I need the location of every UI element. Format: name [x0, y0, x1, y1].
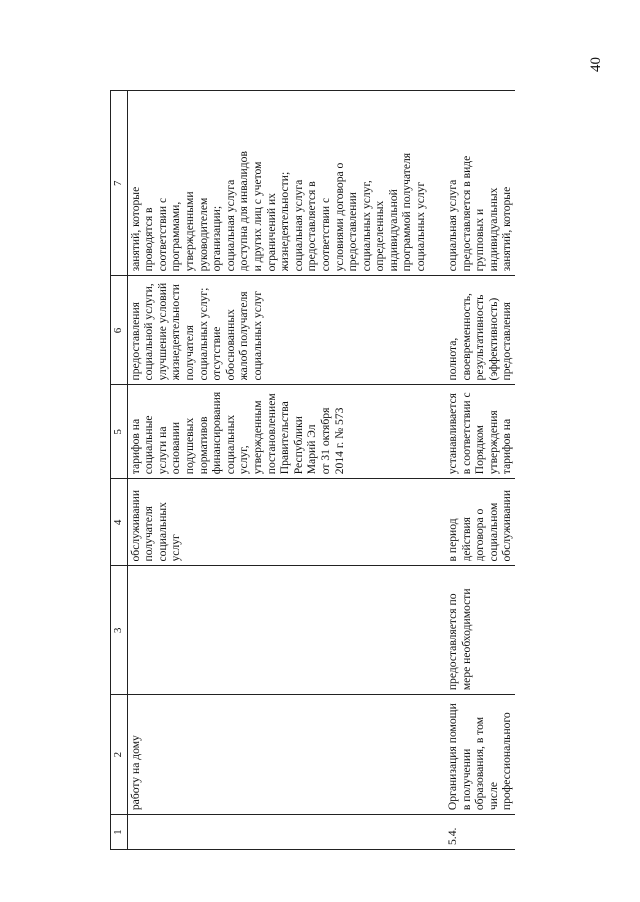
rotated-table-container: [110, 90, 570, 850]
row2-col2: [445, 695, 515, 815]
row2-col5: [445, 385, 515, 479]
cell-text-line: договора о: [473, 508, 487, 562]
cell-text-line: от 31 октября: [318, 407, 332, 475]
cell-text-line: доступна для инвалидов: [237, 151, 251, 272]
cell-text-line: постановлением: [264, 393, 278, 475]
cell-text-line: в соответствии с: [459, 392, 473, 475]
services-table: [110, 90, 515, 850]
cell-text-line: подушевых: [182, 417, 196, 475]
cell-text-line: обслуживании: [500, 489, 514, 562]
cell-text-line: (эффективность): [486, 297, 500, 381]
cell-text-line: ограничений их: [264, 193, 278, 272]
cell-text-line: соответствии с: [318, 197, 332, 272]
cell-text-line: предоставлении: [346, 192, 360, 272]
table-row: [127, 91, 445, 850]
cell-text-line: предоставления: [500, 301, 514, 381]
cell-text-line: Организация помощи: [446, 703, 460, 811]
cell-text-line: предоставляется в виде: [459, 155, 473, 272]
cell-text-line: 2014 г. № 573: [332, 407, 346, 475]
header-row: [111, 91, 128, 850]
cell-text-line: проводятся в: [142, 207, 156, 272]
cell-text-line: получателя: [142, 506, 156, 562]
row1-col5: [127, 385, 445, 479]
cell-text-line: мере необходимости: [459, 588, 473, 691]
cell-text-line: социальных: [223, 414, 237, 475]
row2-col3: [445, 566, 515, 695]
cell-text-line: улучшение условий: [155, 282, 169, 381]
cell-text-line: групповых и: [473, 208, 487, 272]
header-cell-6: 6: [111, 276, 128, 385]
row1-col7: [127, 91, 445, 276]
cell-text-line: социальная услуга: [446, 179, 460, 272]
cell-text-line: обоснованных: [223, 309, 237, 381]
cell-text-line: услуг: [169, 534, 183, 562]
cell-text-line: предоставления: [128, 301, 142, 381]
cell-text-line: профессионального: [500, 712, 514, 811]
cell-text-line: социальной услуги,: [142, 283, 156, 381]
cell-text-line: утверждения: [486, 410, 500, 475]
cell-text-line: социальных: [155, 502, 169, 562]
cell-text-line: Марий Эл: [305, 424, 319, 475]
cell-text-line: и других лиц с учетом: [250, 161, 264, 272]
cell-text-line: результативность: [473, 294, 487, 381]
header-cell-1: 1: [111, 815, 128, 850]
row1-col1: [127, 815, 445, 850]
cell-text-line: в период: [446, 518, 460, 562]
header-cell-2: 2: [111, 695, 128, 815]
cell-text-line: жизнедеятельности;: [278, 171, 292, 272]
cell-text-line: социальная услуга: [291, 179, 305, 272]
cell-text-line: обслуживании: [128, 489, 142, 562]
cell-text-line: программой получателя: [400, 152, 414, 272]
cell-text-line: услуги на: [155, 426, 169, 475]
cell-text-line: программами,: [169, 201, 183, 272]
cell-text-line: социальных услуг: [250, 290, 264, 381]
cell-text-line: социальном: [486, 502, 500, 562]
cell-text-line: социальных услуг,: [359, 180, 373, 272]
cell-text-line: определенных: [373, 200, 387, 272]
table-row: [445, 91, 515, 850]
cell-text-line: жизнедеятельности: [169, 284, 183, 381]
cell-text-line: действия: [459, 517, 473, 562]
cell-text-line: соответствии с: [155, 197, 169, 272]
cell-text-line: предоставляется в: [305, 181, 319, 272]
cell-text-line: социальные: [142, 415, 156, 475]
cell-text-line: нормативов: [196, 416, 210, 475]
row1-col3: [127, 566, 445, 695]
cell-text-line: индивидуальных: [486, 187, 500, 272]
cell-text-line: услуг,: [237, 445, 251, 475]
row2-col7: [445, 91, 515, 276]
cell-text-line: образования, в том: [473, 716, 487, 811]
cell-text-line: своевременность,: [459, 293, 473, 381]
cell-text-line: предоставляется по: [446, 593, 460, 691]
cell-text-line: организации;: [210, 205, 224, 272]
header-cell-4: 4: [111, 479, 128, 566]
cell-text-line: числе: [486, 781, 500, 811]
cell-text-line: социальных услуг: [414, 181, 428, 272]
header-cell-7: 7: [111, 91, 128, 276]
cell-text-line: тарифов на: [128, 418, 142, 475]
header-cell-5: 5: [111, 385, 128, 479]
cell-text-line: работу на дому: [128, 735, 142, 811]
cell-text-line: социальных услуг;: [196, 287, 210, 381]
cell-text-line: занятий, которые: [128, 186, 142, 272]
cell-text-line: финансирования: [210, 391, 224, 475]
cell-text-line: получателя: [182, 325, 196, 381]
header-cell-3: 3: [111, 566, 128, 695]
cell-text-line: утвержденным: [250, 400, 264, 475]
cell-text-line: в получении: [459, 748, 473, 811]
cell-text-line: Порядком: [473, 425, 487, 475]
cell-text-line: полнота,: [446, 337, 460, 381]
page-number: 40: [588, 57, 604, 72]
cell-text-line: основании: [169, 421, 183, 475]
row1-col2: [127, 695, 445, 815]
row1-col4: [127, 479, 445, 566]
cell-text-line: индивидуальной: [386, 189, 400, 272]
cell-text-line: отсутствие: [210, 326, 224, 381]
cell-text-line: Республики: [291, 416, 305, 475]
cell-text-line: занятий, которые: [500, 186, 514, 272]
cell-text-line: социальная услуга: [223, 179, 237, 272]
cell-text-line: жалоб получателя: [237, 291, 251, 381]
cell-text-line: утвержденными: [182, 191, 196, 272]
row1-col6: [127, 276, 445, 385]
row2-col6: [445, 276, 515, 385]
cell-text-line: руководителем: [196, 197, 210, 272]
cell-text-line: Правительства: [278, 401, 292, 475]
row2-col4: [445, 479, 515, 566]
cell-text-line: тарифов на: [500, 418, 514, 475]
cell-text-line: устанавливается: [446, 392, 460, 475]
row2-col1: 5.4.: [445, 815, 515, 850]
cell-text-line: условиями договора о: [332, 162, 346, 272]
